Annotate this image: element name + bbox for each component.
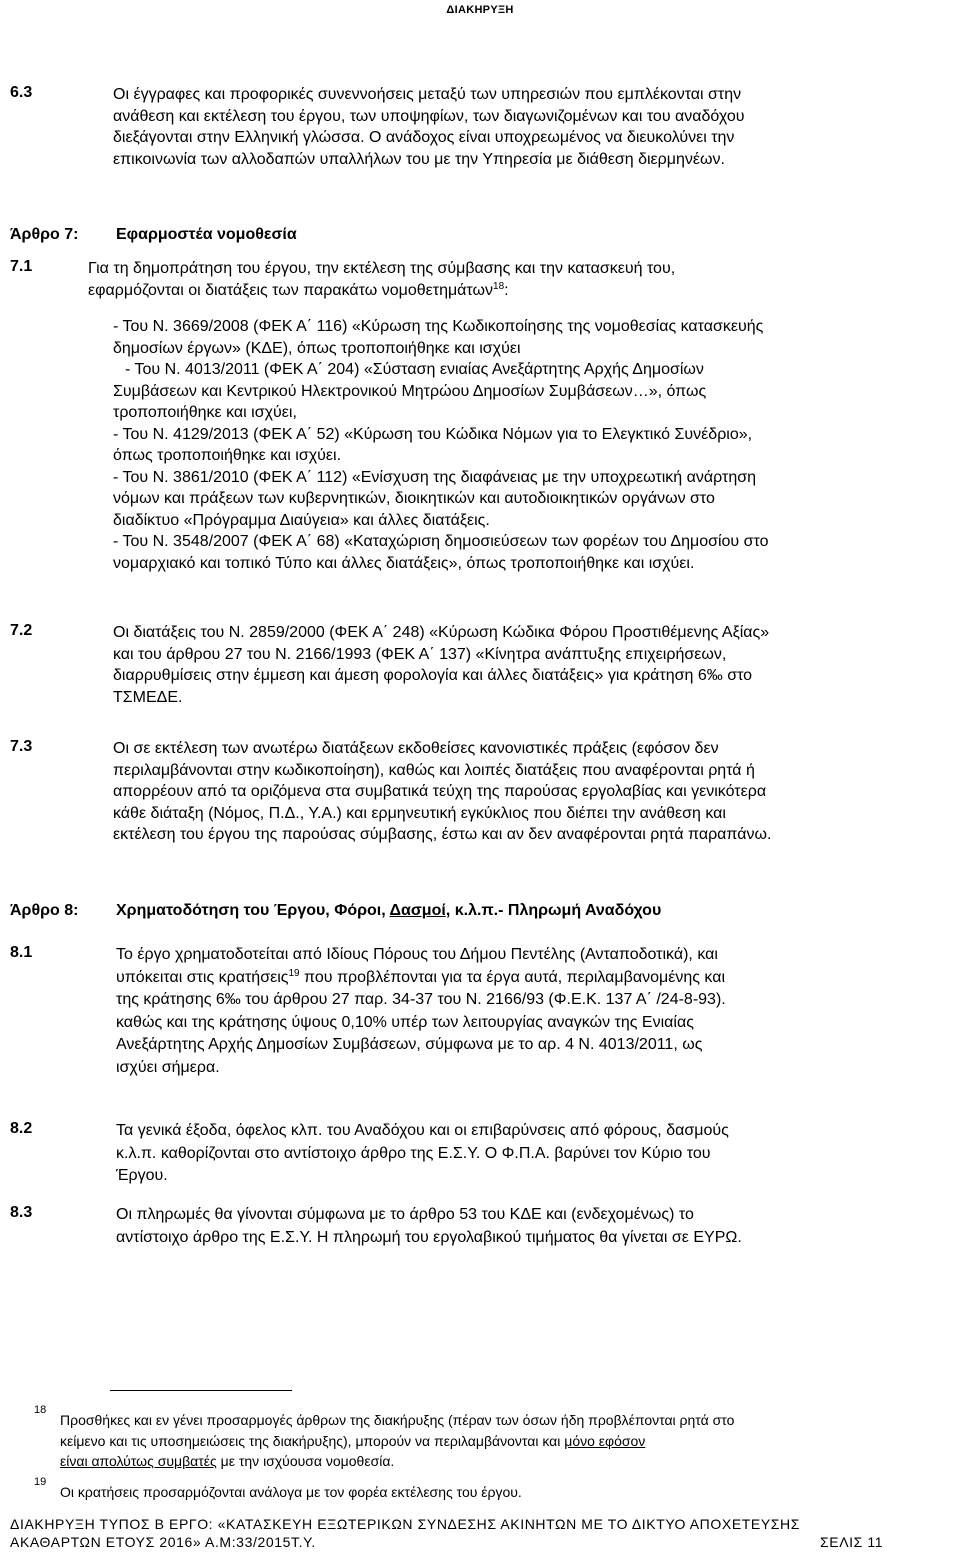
list-item: - Του Ν. 3669/2008 (ΦΕΚ Α΄ 116) «Κύρωση της Κωδικοποίησης της νομοθεσίας κατασκευής xyxy=(113,318,764,335)
list-item: - Του Ν. 4129/2013 (ΦΕΚ Α΄ 52) «Κύρωση του Κώδικα Νόμων για το Ελεγκτικό Συνέδριο», xyxy=(113,425,753,443)
text-span: μόνο εφόσον xyxy=(564,1432,646,1449)
paragraph-6-3 xyxy=(113,84,953,170)
paragraph-8-1 xyxy=(116,944,954,1079)
law-list xyxy=(113,316,954,574)
text-span: που προβλέπονται για τα έργα αυτά, περιλαμβανομένης και xyxy=(299,968,725,986)
text-line: περιλαμβάνονται στην κωδικοποίηση), καθώς και λοιπές διατάξεις που αναφέρονται ρητά ή xyxy=(113,761,755,779)
footnote-number: 19 xyxy=(34,1476,47,1488)
text-line: καθώς και της κράτησης ύψους 0,10% υπέρ των λειτουργίας αναγκών της Ενιαίας xyxy=(116,1013,694,1031)
text-line: Τα γενικά έξοδα, όφελος κλπ. του Αναδόχου και οι επιβαρύνσεις από φόρους, δασμούς xyxy=(116,1122,729,1139)
paragraph-8-3 xyxy=(116,1204,954,1249)
text-line: Οι διατάξεις του Ν. 2859/2000 (ΦΕΚ Α΄ 248) «Κύρωση Κώδικα Φόρου Προστιθέμενης Αξίας» xyxy=(113,624,770,641)
text-span: εφαρμόζονται οι διατάξεις των παρακάτω νομοθετημάτων xyxy=(88,281,494,299)
section-number: 6.3 xyxy=(10,84,33,101)
footnote-separator xyxy=(110,1390,292,1391)
text-line: Οι έγγραφες και προφορικές συνεννοήσεις μεταξύ των υπηρεσιών που εμπλέκονται στην xyxy=(113,86,742,103)
list-item: Συμβάσεων και Κεντρικού Ηλεκτρονικού Μητρώου Δημοσίων Συμβάσεων…», όπως xyxy=(113,382,707,400)
text-line xyxy=(88,280,954,302)
section-number: 7.1 xyxy=(10,258,33,275)
text-line: και του άρθρου 27 του Ν. 2166/1993 (ΦΕΚ Α΄ 137) «Κίνητρα ανάπτυξης επιχειρήσεων, xyxy=(113,645,727,663)
text-line: Το έργο χρηματοδοτείται από Ιδίους Πόρους του Δήμου Πεντέλης (Ανταποδοτικά), και xyxy=(116,946,718,963)
text-line: Προσθήκες και εν γένει προσαρμογές άρθρων της διακήρυξης (πέραν των όσων ήδη προβλέπονται ρητά στο xyxy=(60,1412,735,1428)
text-span: Δασμοί xyxy=(389,902,446,919)
article-title: Εφαρμοστέα νομοθεσία xyxy=(116,226,297,243)
footnote-number: 18 xyxy=(34,1404,47,1416)
list-item: όπως τροποποιήθηκε και ισχύει. xyxy=(113,447,342,464)
section-number: 7.3 xyxy=(10,738,33,755)
text-line: κ.λ.π. καθορίζονται στο αντίστοιχο άρθρο της Ε.Σ.Υ. Ο Φ.Π.Α. βαρύνει τον Κύριο του xyxy=(116,1144,711,1162)
paragraph-8-2 xyxy=(116,1120,954,1188)
page-number: ΣΕΛΙΣ 11 xyxy=(820,1534,884,1550)
text-line: ανάθεση και εκτέλεση του έργου, των υποψηφίων, των διαγωνιζομένων και του αναδόχου xyxy=(113,107,745,125)
text-line: διαρρυθμίσεις στην έμμεση και άμεση φορολογία και άλλες διατάξεις» για κράτηση 6‰ στο xyxy=(113,667,753,684)
text-line: εκτέλεση του έργου της παρούσας σύμβασης, έστω και αν δεν αναφέρονται ρητά παραπάνω. xyxy=(113,826,772,843)
text-span: κείμενο και τις υποσημειώσεις της διακήρυξης), μπορούν να περιλαμβάνονται και xyxy=(60,1432,565,1449)
text-line: Ανεξάρτητης Αρχής Δημοσίων Συμβάσεων, σύμφωνα με το αρ. 4 Ν. 4013/2011, ως xyxy=(116,1036,703,1053)
article-label: Άρθρο 8: xyxy=(10,902,79,919)
article-label: Άρθρο 7: xyxy=(10,226,79,243)
text-line xyxy=(60,1451,956,1472)
paragraph-7-2 xyxy=(113,622,954,708)
text-line: Έργου. xyxy=(116,1167,168,1184)
list-item: δημοσίων έργων» (ΚΔΕ), όπως τροποποιήθηκε και ισχύει xyxy=(113,339,521,357)
document-header: ΔΙΑΚΗΡΥΞΗ xyxy=(446,4,514,16)
list-item: νομαρχιακό και τοπικό Τύπο και άλλες διατάξεις», όπως τροποποιήθηκε και ισχύει. xyxy=(113,554,695,572)
text-line: Οι σε εκτέλεση των ανωτέρω διατάξεων εκδοθείσες κανονιστικές πράξεις (εφόσον δεν xyxy=(113,740,719,757)
text-line: Για τη δημοπράτηση του έργου, την εκτέλεση της σύμβασης και την κατασκευή του, xyxy=(88,260,676,277)
text-span: με την ισχύουσα νομοθεσία. xyxy=(216,1453,395,1469)
text-span: είναι απολύτως συμβατές xyxy=(60,1453,217,1469)
text-line: Οι πληρωμές θα γίνονται σύμφωνα με το άρθρο 53 του ΚΔΕ και (ενδεχομένως) το xyxy=(116,1206,694,1223)
section-number: 8.2 xyxy=(10,1120,33,1137)
text-span: Χρηματοδότηση του Έργου, Φόροι, xyxy=(116,902,390,919)
text-line: διεξάγονται στην Ελληνική γλώσσα. Ο ανάδοχος είναι υποχρεωμένος να διευκολύνει την xyxy=(113,129,735,146)
text-line: της κράτησης 6‰ του άρθρου 27 παρ. 34-37 του Ν. 2166/93 (Φ.Ε.Κ. 137 Α΄ /24-8-93). xyxy=(116,991,726,1008)
footer-line: ΑΚΑΘΑΡΤΩΝ ΕΤΟΥΣ 2016» Α.Μ:33/2015Τ.Υ. xyxy=(10,1534,316,1550)
text-line: ΤΣΜΕΔΕ. xyxy=(113,688,183,706)
text-line: επικοινωνία των αλλοδαπών υπαλλήλων του με την Υπηρεσία με διάθεση διερμηνέων. xyxy=(113,150,725,168)
section-number: 7.2 xyxy=(10,622,33,639)
article-title xyxy=(116,900,661,922)
text-span: , κ.λ.π.- Πληρωμή Αναδόχου xyxy=(445,902,662,919)
text-line xyxy=(60,1431,956,1452)
list-item: - Του Ν. 3548/2007 (ΦΕΚ Α΄ 68) «Καταχώριση δημοσιεύσεων των φορέων του Δημοσίου στο xyxy=(113,533,769,550)
list-item: - Του Ν. 3861/2010 (ΦΕΚ Α΄ 112) «Ενίσχυση της διαφάνειας με την υποχρεωτική ανάρτηση xyxy=(113,468,756,486)
list-item: διαδίκτυο «Πρόγραμμα Διαύγεια» και άλλες διατάξεις. xyxy=(113,511,490,529)
section-number: 8.1 xyxy=(10,944,33,961)
footnote-18 xyxy=(60,1410,956,1472)
footnote-ref-18: 18 xyxy=(493,280,505,292)
text-span: : xyxy=(504,281,509,299)
text-line xyxy=(116,967,954,990)
footnote-ref-19: 19 xyxy=(288,967,300,979)
text-line: απορρέουν από τα οριζόμενα στα συμβατικά τεύχη της παρούσας εργολαβίας και γενικότερα xyxy=(113,783,767,800)
text-line: κάθε διάταξη (Νόμος, Π.Δ., Υ.Α.) και ερμηνευτική εγκύκλιος που διέπει την ανάθεση και xyxy=(113,804,726,822)
paragraph-7-3 xyxy=(113,738,954,846)
text-line: αντίστοιχο άρθρο της Ε.Σ.Υ. Η πληρωμή του εργολαβικού τιμήματος θα γίνεται σε ΕΥΡΩ. xyxy=(116,1228,742,1246)
footnote-19: Οι κρατήσεις προσαρμόζονται ανάλογα με τον φορέα εκτέλεσης του έργου. xyxy=(60,1484,522,1500)
text-span: υπόκειται στις κρατήσεις xyxy=(116,968,289,986)
paragraph-7-1 xyxy=(88,258,954,301)
section-number: 8.3 xyxy=(10,1204,33,1221)
text-line: ισχύει σήμερα. xyxy=(116,1058,220,1076)
list-item: νόμων και πράξεων των κυβερνητικών, διοικητικών και αυτοδιοικητικών οργάνων στο xyxy=(113,490,715,507)
list-item: - Του Ν. 4013/2011 (ΦΕΚ Α΄ 204) «Σύσταση ενιαίας Ανεξάρτητης Αρχής Δημοσίων xyxy=(125,361,704,378)
list-item: τροποποιήθηκε και ισχύει, xyxy=(113,404,297,421)
footer-line: ΔΙΑΚΗΡΥΞΗ ΤΥΠΟΣ Β ΕΡΓΟ: «ΚΑΤΑΣΚΕΥΗ ΕΞΩΤΕΡΙΚΩΝ ΣΥΝΔΕΣΗΣ ΑΚΙΝΗΤΩΝ ΜΕ ΤΟ ΔΙΚΤΥΟ ΑΠΟΧΕΤΕΥΣΗΣ xyxy=(10,1516,801,1532)
